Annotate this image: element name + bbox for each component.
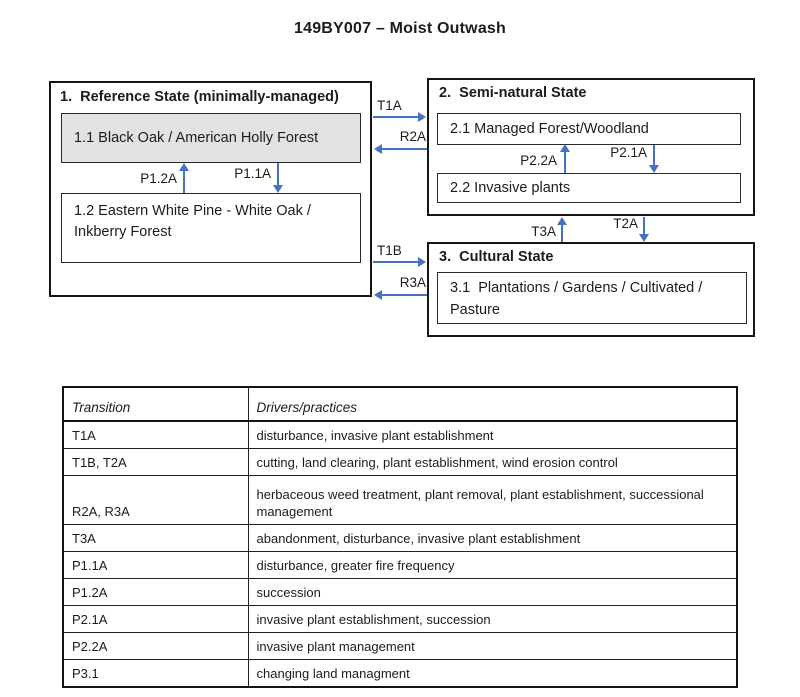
drivers-cell: invasive plant establishment, succession [248, 606, 737, 633]
r2a-arrow-left [382, 148, 427, 150]
state-box-semi-natural [427, 78, 755, 216]
transition-label-r2a: R2A [399, 129, 426, 144]
arrowhead-up-icon [560, 144, 570, 152]
transition-cell: P2.1A [63, 606, 248, 633]
pathway-label-p1-2a: P1.2A [140, 171, 177, 186]
table-row [63, 552, 737, 579]
table-row [63, 476, 737, 525]
table-row [63, 421, 737, 449]
community-box-3-1: 3.1 Plantations / Gardens / Cultivated / Pasture [437, 272, 747, 324]
table-row [63, 606, 737, 633]
transition-drivers-table [62, 386, 738, 688]
drivers-cell: cutting, land clearing, plant establishment, wind erosion control [248, 449, 737, 476]
transition-cell: T3A [63, 525, 248, 552]
state2-title: 2. Semi-natural State [439, 85, 587, 101]
community-box-2-2: 2.2 Invasive plants [437, 173, 741, 203]
arrowhead-down-icon [649, 165, 659, 173]
state3-title: 3. Cultural State [439, 249, 554, 265]
transition-cell: P2.2A [63, 633, 248, 660]
arrowhead-left-icon [374, 290, 382, 300]
transition-label-t3a: T3A [531, 224, 556, 239]
transition-label-r3a: R3A [399, 275, 426, 290]
drivers-cell: disturbance, greater fire frequency [248, 552, 737, 579]
drivers-cell: disturbance, invasive plant establishment [248, 421, 737, 449]
transition-label-t2a: T2A [613, 216, 638, 231]
table-row [63, 525, 737, 552]
table-row [63, 660, 737, 688]
state-box-cultural [427, 242, 755, 337]
p1-2a-arrow-up [183, 171, 185, 193]
transition-label-t1a: T1A [377, 98, 402, 113]
arrowhead-left-icon [374, 144, 382, 154]
community-box-2-1: 2.1 Managed Forest/Woodland [437, 113, 741, 145]
t2a-arrow-down [643, 217, 645, 234]
drivers-cell: changing land managment [248, 660, 737, 688]
transition-cell: P1.1A [63, 552, 248, 579]
arrowhead-down-icon [639, 234, 649, 242]
t3a-arrow-up [561, 225, 563, 242]
pathway-label-p1-1a: P1.1A [234, 166, 271, 181]
pathway-label-p2-2a: P2.2A [520, 153, 557, 168]
state1-title: 1. Reference State (minimally-managed) [60, 89, 339, 105]
community-box-1-2: 1.2 Eastern White Pine - White Oak / Inkberry Forest [61, 193, 361, 263]
table-header-row [63, 387, 737, 421]
drivers-cell: invasive plant management [248, 633, 737, 660]
transition-cell: P3.1 [63, 660, 248, 688]
community-box-1-1: 1.1 Black Oak / American Holly Forest [61, 113, 361, 163]
pathway-label-p2-1a: P2.1A [610, 145, 647, 160]
header-transition: Transition [63, 387, 248, 421]
arrowhead-right-icon [418, 257, 426, 267]
transition-cell: T1B, T2A [63, 449, 248, 476]
arrowhead-right-icon [418, 112, 426, 122]
drivers-cell: abandonment, disturbance, invasive plant establishment [248, 525, 737, 552]
drivers-cell: succession [248, 579, 737, 606]
r3a-arrow-left [382, 294, 427, 296]
arrowhead-up-icon [557, 217, 567, 225]
state-box-reference [49, 81, 372, 297]
arrowhead-up-icon [179, 163, 189, 171]
table-row [63, 449, 737, 476]
header-drivers: Drivers/practices [248, 387, 737, 421]
p2-2a-arrow-up [564, 152, 566, 173]
transition-cell: R2A, R3A [63, 476, 248, 525]
t1b-arrow-right [373, 261, 418, 263]
drivers-cell: herbaceous weed treatment, plant removal, plant establishment, successional management [248, 476, 737, 525]
t1a-arrow-right [373, 116, 418, 118]
p2-1a-arrow-down [653, 145, 655, 165]
transition-label-t1b: T1B [377, 243, 402, 258]
transition-cell: P1.2A [63, 579, 248, 606]
table-row [63, 579, 737, 606]
arrowhead-down-icon [273, 185, 283, 193]
p1-1a-arrow-down [277, 163, 279, 185]
table-row [63, 633, 737, 660]
transition-cell: T1A [63, 421, 248, 449]
page-title: 149BY007 – Moist Outwash [294, 20, 506, 37]
